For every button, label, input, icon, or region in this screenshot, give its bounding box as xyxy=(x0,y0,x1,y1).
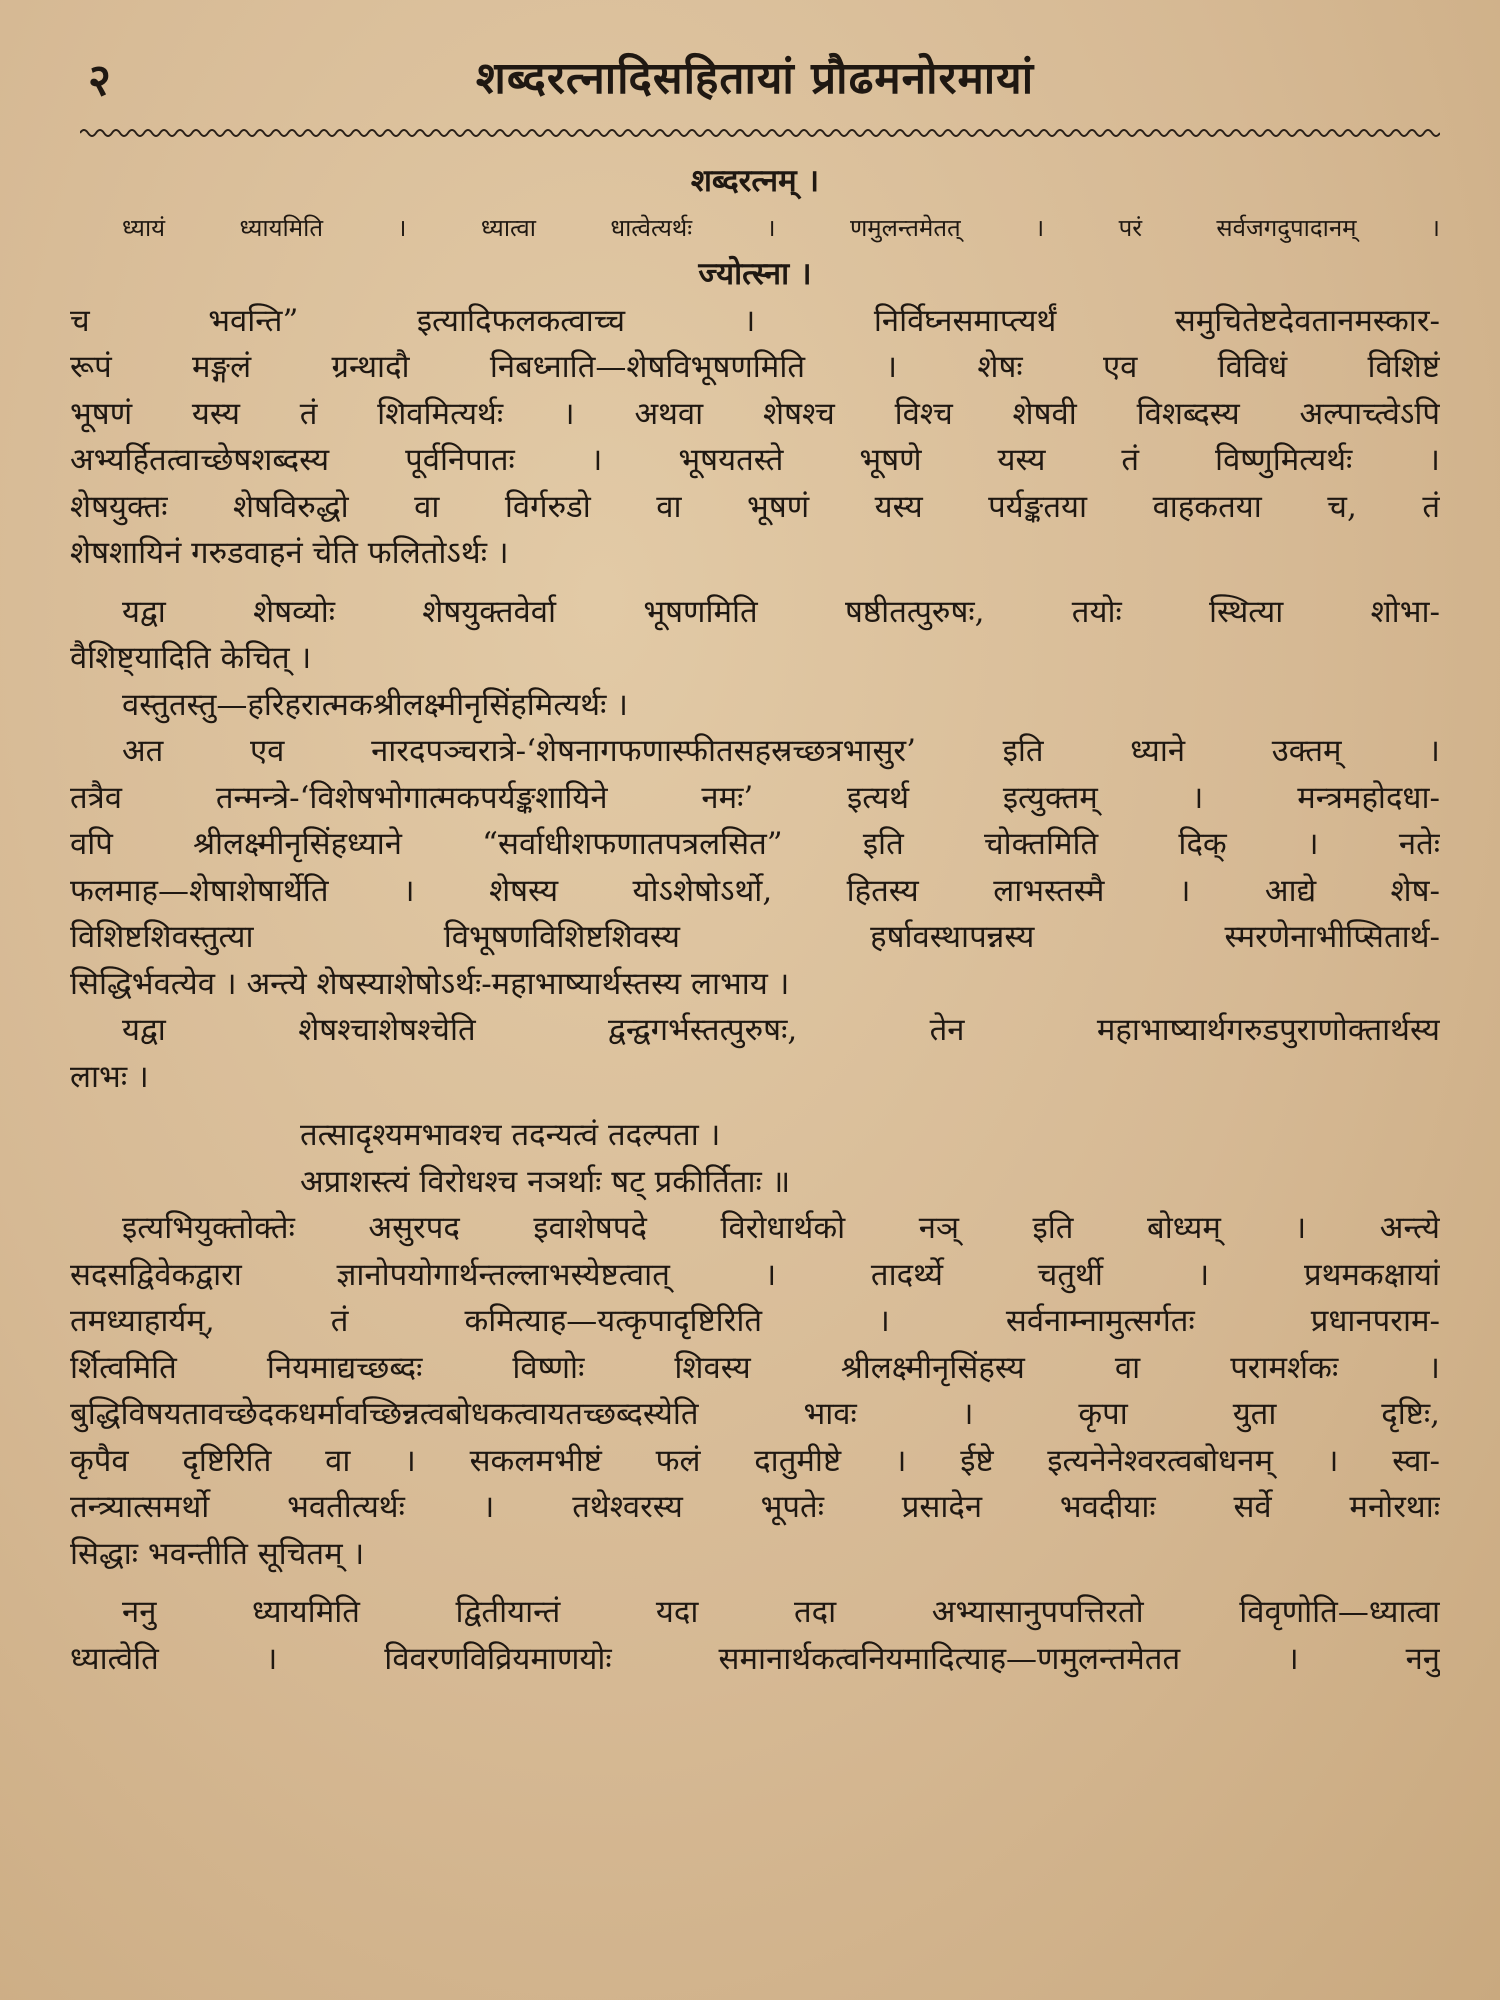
book-page xyxy=(70,40,1440,1960)
page-number: २ xyxy=(88,55,111,106)
body-line: बुद्धिविषयतावच्छेदकधर्मावच्छिन्नत्वबोधकत्वायतच्छब्दस्येति भावः । कृपा युता दृष्टिः, xyxy=(70,1396,1440,1432)
body-line: तत्रैव तन्मन्त्रे-‘विशेषभोगात्मकपर्यङ्कशायिने नमः’ इत्यर्थ इत्युक्तम् । मन्त्रमहोदधा- xyxy=(70,779,1440,816)
verse-line: अप्राशस्त्यं विरोधश्च नञर्थाः षट् प्रकीर्तिताः ॥ xyxy=(300,1163,791,1200)
body-line: यद्वा शेषव्योः शेषयुक्तवेर्वा भूषणमिति षष्ठीतत्पुरुषः, तयोः स्थित्या शोभा- xyxy=(122,593,1440,630)
body-line: वैशिष्ट्यादिति केचित् । xyxy=(70,640,312,676)
section-heading-jyotsna: ज्योत्स्ना । xyxy=(698,256,812,292)
body-line: अभ्यर्हितत्वाच्छेषशब्दस्य पूर्वनिपातः । भूषयतस्ते भूषणे यस्य तं विष्णुमित्यर्थः । xyxy=(70,442,1440,478)
body-line: वस्तुतस्तु—हरिहरात्मकश्रीलक्ष्मीनृसिंहमित्यर्थः । xyxy=(122,686,628,723)
body-line: सदसद्विवेकद्वारा ज्ञानोपयोगार्थन्तल्लाभस्येष्टत्वात् । तादर्थ्ये चतुर्थी । प्रथमकक्षायां xyxy=(70,1256,1440,1293)
body-line: र्शित्वमिति नियमाद्यच्छब्दः विष्णोः शिवस्य श्रीलक्ष्मीनृसिंहस्य वा परामर्शकः । xyxy=(70,1349,1440,1386)
commentary-line: ध्यायं ध्यायमिति । ध्यात्वा धात्वेत्यर्थः । णमुलन्तमेतत् । परं सर्वजगदुपादानम् । xyxy=(122,213,1440,242)
body-line: अत एव नारदपञ्चरात्रे-‘शेषनागफणास्फीतसहस्रच्छत्रभासुर’ इति ध्याने उक्तम् । xyxy=(122,733,1440,769)
body-line: च भवन्ति” इत्यादिफलकत्वाच्च । निर्विघ्नसमाप्त्यर्थं समुचितेष्टदेवतानमस्कार- xyxy=(70,302,1440,339)
body-line: भूषणं यस्य तं शिवमित्यर्थः । अथवा शेषश्च विश्च शेषवी विशब्दस्य अल्पाच्त्वेऽपि xyxy=(70,395,1440,432)
body-line: ध्यात्वेति । विवरणविव्रियमाणयोः समानार्थकत्वनियमादित्याह—णमुलन्तमेतत । ननु xyxy=(70,1640,1440,1677)
body-line: ननु ध्यायमिति द्वितीयान्तं यदा तदा अभ्यासानुपपत्तिरतो विवृणोति—ध्यात्वा xyxy=(122,1594,1440,1630)
page-header xyxy=(70,40,1440,120)
body-line: तमध्याहार्यम्, तं कमित्याह—यत्कृपादृष्टिरिति । सर्वनाम्नामुत्सर्गतः प्रधानपराम- xyxy=(70,1303,1440,1339)
body-line: फलमाह—शेषाशेषार्थेति । शेषस्य योऽशेषोऽर्थो, हितस्य लाभस्तस्मै । आद्ये शेष- xyxy=(70,872,1440,909)
verse-line: तत्सादृश्यमभावश्च तदन्यत्वं तदल्पता । xyxy=(300,1117,721,1153)
body-line: तन्त्र्यात्समर्थो भवतीत्यर्थः । तथेश्वरस्य भूपतेः प्रसादेन भवदीयाः सर्वे मनोरथाः xyxy=(70,1489,1440,1525)
body-line: रूपं मङ्गलं ग्रन्थादौ निबध्नाति—शेषविभूषणमिति । शेषः एव विविधं विशिष्टं xyxy=(70,349,1440,385)
body-line: वपि श्रीलक्ष्मीनृसिंहध्याने “सर्वाधीशफणातपत्रलसित” इति चोक्तमिति दिक् । नतेः xyxy=(70,826,1440,862)
running-title: शब्दरत्नादिसहितायां प्रौढमनोरमायां xyxy=(475,53,1035,104)
page-body xyxy=(70,158,1440,1682)
body-line: यद्वा शेषश्चाशेषश्चेति द्वन्द्वगर्भस्तत्पुरुषः, तेन महाभाष्यार्थगरुडपुराणोक्तार्थस्य xyxy=(122,1012,1440,1048)
body-line: सिद्धिर्भवत्येव । अन्त्ये शेषस्याशेषोऽर्थः-महाभाष्यार्थस्तस्य लाभाय । xyxy=(70,965,790,1002)
header-wavy-rule xyxy=(80,124,1440,142)
body-line: सिद्धाः भवन्तीति सूचितम् । xyxy=(70,1535,365,1572)
body-line: इत्यभियुक्तोक्तेः असुरपद इवाशेषपदे विरोधार्थको नञ् इति बोध्यम् । अन्त्ये xyxy=(122,1210,1440,1246)
body-line: शेषशायिनं गरुडवाहनं चेति फलितोऽर्थः । xyxy=(70,535,509,571)
body-line: विशिष्टशिवस्तुत्या विभूषणविशिष्टशिवस्य हर्षावस्थापन्नस्य स्मरणेनाभीप्सितार्थ- xyxy=(70,919,1440,955)
section-heading-shabdaratnam: शब्दरत्नम् । xyxy=(690,163,820,199)
body-line: लाभः । xyxy=(70,1058,149,1095)
body-line: शेषयुक्तः शेषविरुद्धो वा विर्गरुडो वा भूषणं यस्य पर्यङ्कतया वाहकतया च, तं xyxy=(70,488,1440,525)
body-line: कृपैव दृष्टिरिति वा । सकलमभीष्टं फलं दातुमीष्टे । ईष्टे इत्यनेनेश्वरत्वबोधनम् । स्वा- xyxy=(70,1442,1440,1479)
